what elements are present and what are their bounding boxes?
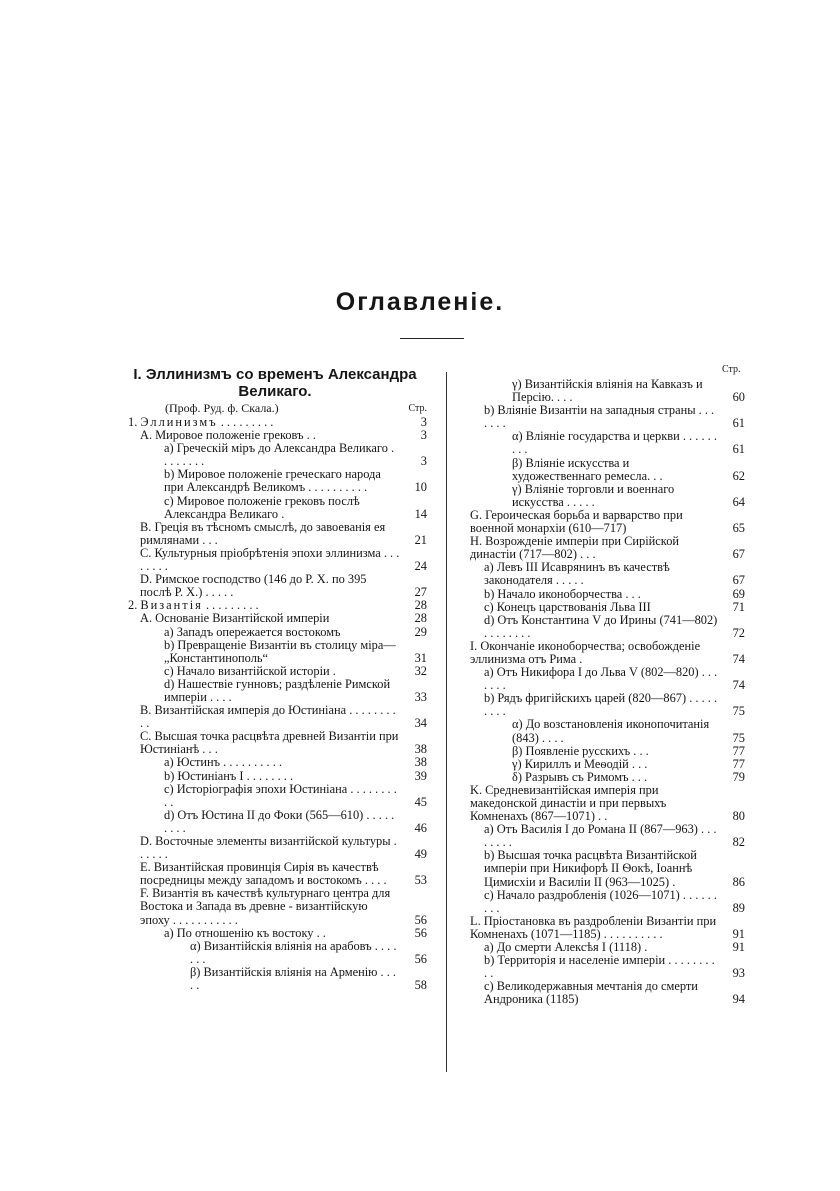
toc-entry-page: 38: [414, 742, 427, 757]
left-toc-entry: [120, 678, 430, 704]
toc-entry-page: 77: [732, 743, 745, 758]
toc-entry-page: 56: [414, 951, 427, 966]
right-toc-entry: [462, 915, 748, 941]
toc-entry-page: 45: [414, 794, 427, 809]
left-toc-entry: [120, 835, 430, 861]
author-line: [120, 400, 430, 416]
right-toc-entry: [462, 535, 748, 561]
toc-entry-title: 2. Византія . . . . . . . . .: [128, 598, 259, 613]
toc-entry-page: 93: [732, 966, 745, 981]
toc-entry-page: 38: [414, 755, 427, 770]
right-toc-entry: [462, 980, 748, 1006]
toc-entry-page: 79: [732, 769, 745, 784]
toc-entry-page: 33: [414, 689, 427, 704]
toc-entry-page: 3: [420, 454, 427, 469]
toc-entry-title: B. Византійская имперія до Юстиніана . . . . . . . . . .: [140, 703, 396, 731]
right-toc-entry: [462, 889, 748, 915]
toc-entry-title: c) Начало раздробленія (1026—1071) . . . . . . . . .: [484, 887, 717, 915]
left-toc-entry: [120, 966, 430, 992]
toc-entry-title: E. Византійская провинція Сирія въ качествѣ посредницы между западомъ и востокомъ . . . .: [140, 860, 387, 888]
left-toc-entry: [120, 927, 430, 940]
left-toc-entry: [120, 612, 430, 625]
toc-entry-page: 69: [732, 586, 745, 601]
toc-entry-title: c) Начало византійской исторіи .: [164, 663, 336, 678]
right-toc-entry: [462, 849, 748, 888]
toc-entry-title: δ) Разрывъ съ Римомъ . . .: [512, 769, 648, 784]
toc-entry-page: 58: [414, 978, 427, 993]
right-toc-entry: [462, 404, 748, 430]
toc-entry-title: b) Территорія и населеніе имперіи . . . . . . . . . .: [484, 953, 715, 981]
right-toc-entry: [462, 692, 748, 718]
right-toc-entry: [462, 614, 748, 640]
toc-entry-title: c) Конецъ царствованія Льва III: [484, 599, 651, 614]
toc-entry-title: D. Римское господство (146 до Р. Х. по 395 послѣ Р. Х.) . . . . .: [140, 572, 367, 600]
toc-entry-page: 32: [414, 663, 427, 678]
right-column-page-label: Стр.: [722, 364, 741, 375]
toc-entry-title: А. Основаніе Византійской имперіи: [140, 611, 330, 626]
toc-entry-title: a) Юстинъ . . . . . . . . . .: [164, 755, 282, 770]
right-toc-entry: [462, 823, 748, 849]
toc-entry-page: 75: [732, 704, 745, 719]
toc-entry-title: β) Византійскія вліянія на Арменію . . . . .: [190, 964, 397, 993]
section-heading: I. Эллинизмъ со временъ Александра Великаго.: [133, 366, 417, 400]
toc-entry-page: 60: [732, 390, 745, 405]
toc-entry-title: I. Окончаніе иконоборчества; освобожденіе эллинизма отъ Рима .: [470, 638, 701, 666]
toc-entry-page: 74: [732, 678, 745, 693]
toc-entry-page: 94: [732, 992, 745, 1007]
toc-entry-page: 21: [414, 532, 427, 547]
toc-entry-page: 56: [414, 925, 427, 940]
toc-entry-title: a) Западъ опережается востокомъ: [164, 624, 341, 639]
toc-entry-title: K. Средневизантійская имперія при македонской династіи и при первыхъ Комненахъ (867—1071) . .: [470, 782, 667, 824]
right-toc-list: [462, 378, 748, 1007]
left-toc-entry: [120, 665, 430, 678]
toc-entry-title: H. Возрожденіе имперіи при Сирійской династіи (717—802) . . .: [470, 534, 680, 562]
toc-entry-page: 29: [414, 624, 427, 639]
toc-entry-title: C. Культурныя пріобрѣтенія эпохи эллинизма . . . . . . . .: [140, 545, 400, 574]
toc-entry-page: 62: [732, 468, 745, 483]
left-toc-entry: [120, 783, 430, 809]
toc-entry-page: 28: [414, 598, 427, 613]
column-divider: [446, 372, 447, 1072]
toc-entry-page: 89: [732, 900, 745, 915]
toc-entry-title: А. Мировое положеніе грековъ . .: [140, 428, 316, 443]
toc-entry-title: α) До возстановленія иконопочитанія (843) . . . .: [512, 717, 710, 745]
left-toc-entry: [120, 495, 430, 521]
right-toc-entry: [462, 784, 748, 823]
right-toc-entry: [462, 771, 748, 784]
toc-entry-title: 1. Эллинизмъ . . . . . . . . .: [128, 415, 274, 429]
toc-entry-page: 82: [732, 835, 745, 850]
right-toc-entry: [462, 509, 748, 535]
right-toc-entry: [462, 640, 748, 666]
left-toc-entry: [120, 521, 430, 547]
toc-entry-title: α) Вліяніе государства и церкви . . . . . . . . .: [512, 429, 717, 457]
toc-entry-title: b) Высшая точка расцвѣта Византійской имперіи при Никифорѣ II Ѳокѣ, Іоаннѣ Цимисхіи и Василіи II (963—1025) .: [484, 848, 697, 889]
right-toc-entry: [462, 378, 748, 404]
toc-entry-page: 61: [732, 442, 745, 457]
toc-entry-title: b) Мировое положеніе греческаго народа при Александрѣ Великомъ . . . . . . . . . .: [164, 467, 381, 495]
toc-entry-page: 46: [414, 820, 427, 835]
toc-entry-title: a) Левъ III Исаврянинъ въ качествѣ законодателя . . . . .: [484, 560, 670, 588]
author-name: (Проф. Руд. ф. Скала.): [165, 401, 279, 415]
left-toc-entry: [120, 770, 430, 783]
left-toc-entry: [120, 468, 430, 494]
toc-entry-title: c) Мировое положеніе грековъ послѣ Александра Великаго .: [164, 493, 360, 521]
toc-entry-page: 91: [732, 926, 745, 941]
toc-entry-page: 75: [732, 730, 745, 745]
toc-entry-title: c) Великодержавныя мечтанія до смерти Андроника (1185): [484, 979, 698, 1007]
toc-entry-title: γ) Византійскія вліянія на Кавказъ и Персію. . . .: [512, 377, 703, 405]
right-toc-entry: [462, 601, 748, 614]
toc-entry-page: 34: [414, 716, 427, 731]
toc-entry-page: 28: [414, 611, 427, 626]
right-toc-entry: [462, 457, 748, 483]
toc-entry-title: a) Греческій міръ до Александра Великаго . . . . . . . .: [164, 441, 395, 469]
left-toc-entry: [120, 442, 430, 468]
toc-entry-title: γ) Кириллъ и Меѳодій . . .: [512, 756, 648, 771]
toc-entry-title: b) Рядъ фригійскихъ царей (820—867) . . . . . . . . .: [484, 691, 718, 719]
right-toc-entry: [462, 561, 748, 587]
right-toc-entry: [462, 483, 748, 509]
right-toc-entry: [462, 758, 748, 771]
left-toc-entry: [120, 639, 430, 665]
toc-entry-title: b) Юстиніанъ I . . . . . . . .: [164, 768, 294, 783]
left-toc-entry: [120, 756, 430, 769]
toc-entry-page: 39: [414, 768, 427, 783]
toc-entry-page: 80: [732, 809, 745, 824]
left-toc-entry: [120, 626, 430, 639]
left-toc-entry: [120, 547, 430, 573]
toc-entry-title: d) Нашествіе гунновъ; раздѣленіе Римской имперіи . . . .: [164, 676, 391, 704]
toc-entry-page: 56: [414, 912, 427, 927]
toc-entry-title: B. Греція въ тѣсномъ смыслѣ, до завоеванія ея римлянами . . .: [140, 519, 386, 547]
right-toc-entry: [462, 666, 748, 692]
left-toc-entry: [120, 704, 430, 730]
toc-entry-page: 61: [732, 416, 745, 431]
left-toc-entry: [120, 730, 430, 756]
toc-entry-title: b) Превращеніе Византіи въ столицу міра—„Константинополь“: [164, 637, 396, 665]
toc-entry-page: 71: [732, 599, 745, 614]
page-title: Оглавленіе.: [335, 288, 505, 316]
toc-entry-title: a) По отношенію къ востоку . .: [164, 925, 326, 940]
toc-entry-title: α) Византійскія вліянія на арабовъ . . . . . . .: [190, 938, 397, 966]
toc-entry-title: d) Отъ Константина V до Ирины (741—802) . . . . . . . .: [484, 612, 718, 640]
toc-entry-page: 91: [732, 940, 745, 955]
toc-entry-title: γ) Вліяніе торговли и военнаго искусства . . . . .: [512, 481, 675, 509]
toc-entry-page: 24: [414, 559, 427, 574]
right-toc-entry: [462, 588, 748, 601]
toc-entry-page: 31: [414, 650, 427, 665]
title-underline: [400, 338, 464, 339]
toc-entry-title: a) Отъ Василія I до Романа II (867—963) . . . . . . . .: [484, 822, 717, 850]
toc-entry-title: F. Византія въ качествѣ культурнаго центра для Востока и Запада въ древне - византійскую эпоху . . . . . . . . . . .: [140, 886, 391, 927]
toc-entry-page: 14: [414, 506, 427, 521]
toc-entry-title: c) Исторіографія эпохи Юстиніана . . . . . . . . . .: [164, 781, 397, 809]
toc-entry-title: b) Вліяніе Византіи на западныя страны . . . . . . .: [484, 403, 715, 431]
left-column-page-label: Стр.: [408, 403, 427, 414]
left-toc-list: [120, 416, 430, 992]
toc-entry-title: a) До смерти Алексѣя I (1118) .: [484, 940, 648, 955]
toc-entry-title: β) Появленіе русскихъ . . .: [512, 743, 649, 758]
toc-entry-page: 49: [414, 847, 427, 862]
toc-entry-page: 67: [732, 573, 745, 588]
left-column: [120, 366, 430, 992]
toc-entry-page: 3: [420, 415, 427, 429]
left-toc-entry: [120, 861, 430, 887]
toc-entry-title: β) Вліяніе искусства и художественнаго ремесла. . .: [512, 455, 663, 483]
toc-entry-title: L. Пріостановка въ раздробленіи Византіи при Комненахъ (1071—1185) . . . . . . . . . .: [470, 913, 717, 941]
toc-entry-page: 86: [732, 874, 745, 889]
toc-entry-page: 3: [420, 428, 427, 443]
toc-entry-title: D. Восточные элементы византійской культуры . . . . . .: [140, 834, 397, 862]
toc-entry-page: 72: [732, 625, 745, 640]
toc-entry-title: d) Отъ Юстина II до Фоки (565—610) . . . . . . . . .: [164, 807, 395, 835]
right-toc-entry: [462, 954, 748, 980]
toc-entry-title: C. Высшая точка расцвѣта древней Византіи при Юстиніанѣ . . .: [140, 729, 399, 757]
left-toc-entry: [120, 940, 430, 966]
right-toc-entry: [462, 430, 748, 456]
toc-entry-page: 53: [414, 873, 427, 888]
toc-entry-page: 74: [732, 651, 745, 666]
toc-entry-page: 65: [732, 521, 745, 536]
left-toc-entry: [120, 887, 430, 926]
right-column: [462, 378, 748, 1007]
right-toc-entry: [462, 745, 748, 758]
left-toc-entry: [120, 809, 430, 835]
toc-entry-title: b) Начало иконоборчества . . .: [484, 586, 641, 601]
toc-entry-title: G. Героическая борьба и варварство при военной монархіи (610—717): [470, 507, 683, 536]
toc-entry-page: 77: [732, 756, 745, 771]
toc-entry-page: 67: [732, 547, 745, 562]
toc-entry-page: 10: [414, 480, 427, 495]
left-toc-entry: [120, 573, 430, 599]
right-toc-entry: [462, 718, 748, 744]
toc-entry-page: 27: [414, 585, 427, 600]
toc-entry-title: a) Отъ Никифора I до Льва V (802—820) . . . . . . .: [484, 665, 718, 693]
toc-entry-page: 64: [732, 494, 745, 509]
